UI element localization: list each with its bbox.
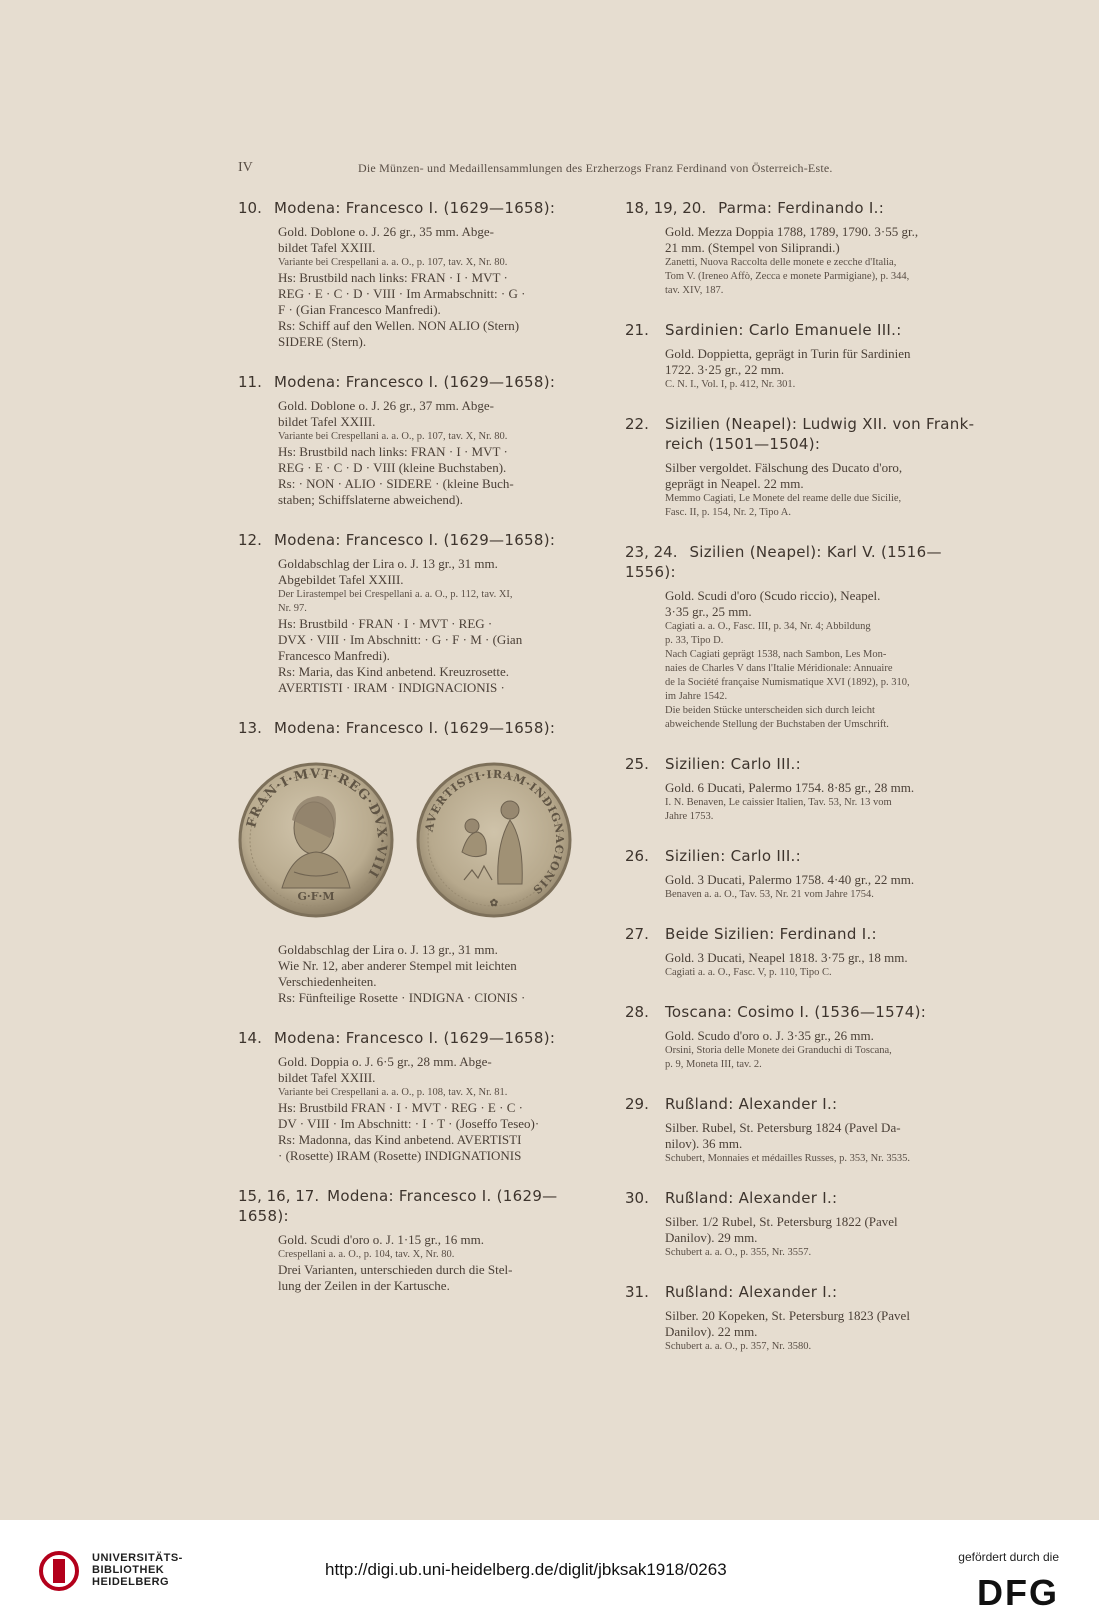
- entry-number: 23, 24.: [625, 543, 678, 561]
- entry-text: Silber. Rubel, St. Petersburg 1824 (Pavel Da-: [665, 1120, 901, 1135]
- entry-reference: Fasc. II, p. 154, Nr. 2, Tipo A.: [665, 507, 792, 518]
- catalog-entry-18-20: [625, 198, 992, 298]
- entry-reference: de la Société française Numismatique XVI (1892), p. 310,: [665, 677, 910, 688]
- coin-obverse-image: [236, 760, 396, 920]
- entry-heading: Sizilien: Carlo III.:: [665, 847, 801, 865]
- entry-heading: Toscana: Cosimo I. (1536—1574):: [665, 1003, 927, 1021]
- entry-text: Hs: Brustbild FRAN · I · MVT · REG · E · C ·: [278, 1100, 523, 1115]
- entry-number: 27.: [625, 925, 649, 943]
- entry-number: 14.: [238, 1029, 262, 1047]
- entry-heading: Sardinien: Carlo Emanuele III.:: [665, 321, 902, 339]
- catalog-entry-22: [625, 414, 992, 520]
- entry-text: lung der Zeilen in der Kartusche.: [278, 1278, 450, 1293]
- entry-reference: Der Lirastempel bei Crespellani a. a. O., p. 112, tav. XI,: [278, 589, 513, 600]
- reverse-legend: AVERTISTI·IRAM·INDIGNACIONIS: [422, 767, 567, 897]
- running-title: Die Münzen- und Medaillensammlungen des Erzherzogs Franz Ferdinand von Österreich-Este.: [358, 161, 833, 175]
- entry-reference: Crespellani a. a. O., p. 104, tav. X, Nr. 80.: [278, 1249, 455, 1260]
- entry-text: 21 mm. (Stempel von Siliprandi.): [665, 240, 840, 255]
- entry-heading: Modena: Francesco I. (1629—1658):: [274, 1029, 556, 1047]
- library-name: [92, 1552, 183, 1588]
- entry-reference: Cagiati a. a. O., Fasc. V, p. 110, Tipo C.: [665, 967, 832, 978]
- entry-text: Gold. Mezza Doppia 1788, 1789, 1790. 3·55 gr.,: [665, 224, 919, 239]
- entry-text: Hs: Brustbild · FRAN · I · MVT · REG ·: [278, 616, 493, 631]
- entry-text: Verschiedenheiten.: [278, 974, 377, 989]
- dfg-logo: DFG: [977, 1572, 1059, 1613]
- entry-title: [625, 754, 992, 774]
- catalog-entry-30: [625, 1188, 992, 1260]
- catalog-entry-25: [625, 754, 992, 824]
- entry-text: · (Rosette) IRAM (Rosette) INDIGNATIONIS: [278, 1148, 522, 1163]
- entry-reference: Variante bei Crespellani a. a. O., p. 107, tav. X, Nr. 80.: [278, 431, 508, 442]
- coin-reverse-image: [414, 760, 574, 920]
- obverse-legend: FRAN·I·MVT·REG·DVX·VIII: [244, 766, 390, 881]
- entry-text: 3·35 gr., 25 mm.: [665, 604, 752, 619]
- entry-reference: abweichende Stellung der Buchstaben der Umschrift.: [665, 719, 889, 730]
- entry-number: 13.: [238, 719, 262, 737]
- entry-text: Gold. 6 Ducati, Palermo 1754. 8·85 gr., 28 mm.: [665, 780, 915, 795]
- entry-title: [238, 1028, 608, 1048]
- entry-title: [238, 198, 608, 218]
- entry-reference: p. 33, Tipo D.: [665, 635, 724, 646]
- entry-title: [625, 1188, 992, 1208]
- entry-text: Goldabschlag der Lira o. J. 13 gr., 31 mm.: [278, 556, 498, 571]
- permalink-url[interactable]: http://digi.ub.uni-heidelberg.de/diglit/jbksak1918/0263: [325, 1560, 727, 1579]
- entry-title: [625, 1282, 992, 1302]
- entry-heading: reich (1501—1504):: [665, 435, 821, 453]
- entry-text: SIDERE (Stern).: [278, 334, 367, 349]
- entry-text: 1722. 3·25 gr., 22 mm.: [665, 362, 785, 377]
- entry-text: bildet Tafel XXIII.: [278, 414, 376, 429]
- catalog-entry-31: [625, 1282, 992, 1354]
- entry-reference: Schubert, Monnaies et médailles Russes, p. 353, Nr. 3535.: [665, 1153, 910, 1164]
- entry-text: staben; Schiffslaterne abweichend).: [278, 492, 463, 507]
- entry-text: AVERTISTI · IRAM · INDIGNACIONIS ·: [278, 680, 505, 695]
- entry-heading: Modena: Francesco I. (1629—1658):: [274, 531, 556, 549]
- entry-text: Rs: Madonna, das Kind anbetend. AVERTISTI: [278, 1132, 522, 1147]
- library-name-line: UNIVERSITÄTS-: [92, 1552, 183, 1564]
- catalog-entry-13: [238, 718, 608, 1006]
- entry-text: Goldabschlag der Lira o. J. 13 gr., 31 mm.: [278, 942, 498, 957]
- catalog-entry-28: [625, 1002, 992, 1072]
- entry-text: Rs: · NON · ALIO · SIDERE · (kleine Buch-: [278, 476, 514, 491]
- catalog-entry-27: [625, 924, 992, 980]
- entry-reference: Schubert a. a. O., p. 357, Nr. 3580.: [665, 1341, 812, 1352]
- entry-text: bildet Tafel XXIII.: [278, 240, 376, 255]
- entry-title: [625, 198, 992, 218]
- entry-title: [625, 542, 992, 582]
- entry-heading: Modena: Francesco I. (1629—1658):: [274, 373, 556, 391]
- entry-number: 10.: [238, 199, 262, 217]
- entry-text: Gold. Doppietta, geprägt in Turin für Sardinien: [665, 346, 911, 361]
- entry-reference: Benaven a. a. O., Tav. 53, Nr. 21 vom Jahre 1754.: [665, 889, 874, 900]
- catalog-entry-29: [625, 1094, 992, 1166]
- library-name-line: BIBLIOTHEK: [92, 1564, 165, 1576]
- entry-number: 21.: [625, 321, 649, 339]
- right-column: [625, 198, 992, 1376]
- entry-heading: Parma: Ferdinando I.:: [718, 199, 885, 217]
- entry-number: 26.: [625, 847, 649, 865]
- catalog-entry-12: [238, 530, 608, 696]
- entry-text: Danilov). 29 mm.: [665, 1230, 758, 1245]
- entry-text: DVX · VIII · Im Abschnitt: · G · F · M · (Gian: [278, 632, 523, 647]
- entry-text: REG · E · C · D · VIII (kleine Buchstaben).: [278, 460, 507, 475]
- entry-reference: Variante bei Crespellani a. a. O., p. 108, tav. X, Nr. 81.: [278, 1087, 508, 1098]
- entry-text: bildet Tafel XXIII.: [278, 1070, 376, 1085]
- entry-title: [625, 924, 992, 944]
- entry-heading: Sizilien (Neapel): Ludwig XII. von Frank-: [665, 415, 975, 433]
- entry-number: 29.: [625, 1095, 649, 1113]
- entry-reference: I. N. Benaven, Le caissier Italien, Tav. 53, Nr. 13 vom: [665, 797, 892, 808]
- entry-text: Rs: Schiff auf den Wellen. NON ALIO (Stern): [278, 318, 520, 333]
- catalog-entry-14: [238, 1028, 608, 1164]
- entry-text: Silber. 20 Kopeken, St. Petersburg 1823 (Pavel: [665, 1308, 910, 1323]
- entry-reference: Nach Cagiati geprägt 1538, nach Sambon, Les Mon-: [665, 649, 887, 660]
- catalog-entry-21: [625, 320, 992, 392]
- entry-heading: Modena: Francesco I. (1629—1658):: [274, 719, 556, 737]
- coin-illustration: [238, 746, 608, 926]
- entry-heading: Modena: Francesco I. (1629—1658):: [238, 1187, 558, 1225]
- entry-text: Abgebildet Tafel XXIII.: [278, 572, 404, 587]
- entry-reference: Jahre 1753.: [665, 811, 714, 822]
- reverse-exergue-mark: ✿: [489, 898, 499, 909]
- entry-heading: Modena: Francesco I. (1629—1658):: [274, 199, 556, 217]
- left-column: [238, 198, 608, 1316]
- entry-text: REG · E · C · D · VIII · Im Armabschnitt: · G ·: [278, 286, 526, 301]
- entry-reference: Memmo Cagiati, Le Monete del reame delle due Sicilie,: [665, 493, 902, 504]
- entry-reference: Schubert a. a. O., p. 355, Nr. 3557.: [665, 1247, 812, 1258]
- entry-reference: Orsini, Storia delle Monete dei Granduchi di Toscana,: [665, 1045, 892, 1056]
- entry-number: 31.: [625, 1283, 649, 1301]
- page-header: [238, 160, 870, 180]
- entry-title: [238, 530, 608, 550]
- entry-text: Gold. Scudi d'oro (Scudo riccio), Neapel.: [665, 588, 881, 603]
- entry-text: nilov). 36 mm.: [665, 1136, 743, 1151]
- entry-text: Wie Nr. 12, aber anderer Stempel mit leichten: [278, 958, 517, 973]
- entry-text: Francesco Manfredi).: [278, 648, 390, 663]
- entry-number: 11.: [238, 373, 262, 391]
- entry-reference: Zanetti, Nuova Raccolta delle monete e zecche d'Italia,: [665, 257, 897, 268]
- entry-text: Silber. 1/2 Rubel, St. Petersburg 1822 (Pavel: [665, 1214, 898, 1229]
- entry-heading: Beide Sizilien: Ferdinand I.:: [665, 925, 877, 943]
- entry-title: [625, 414, 992, 434]
- entry-reference: Tom V. (Ireneo Affò, Zecca e monete Parmigiane), p. 344,: [665, 271, 910, 282]
- entry-heading: Rußland: Alexander I.:: [665, 1189, 838, 1207]
- catalog-entry-26: [625, 846, 992, 902]
- entry-number: 22.: [625, 415, 649, 433]
- entry-title: [625, 846, 992, 866]
- funding-note: gefördert durch die: [958, 1550, 1059, 1564]
- entry-text: DV · VIII · Im Abschnitt: · I · T · (Joseffo Teseo)·: [278, 1116, 540, 1131]
- entry-text: F · (Gian Francesco Manfredi).: [278, 302, 441, 317]
- page-number: IV: [238, 160, 253, 175]
- entry-title: [238, 718, 608, 738]
- entry-reference: naies de Charles V dans l'Italie Méridionale: Annuaire: [665, 663, 893, 674]
- entry-title: [625, 1002, 992, 1022]
- entry-heading: Sizilien: Carlo III.:: [665, 755, 801, 773]
- ub-heidelberg-logo-icon: [38, 1550, 80, 1592]
- entry-number: 25.: [625, 755, 649, 773]
- entry-title: [238, 372, 608, 392]
- entry-reference: Variante bei Crespellani a. a. O., p. 107, tav. X, Nr. 80.: [278, 257, 508, 268]
- entry-title: [625, 320, 992, 340]
- entry-text: Gold. Scudi d'oro o. J. 1·15 gr., 16 mm.: [278, 1232, 485, 1247]
- entry-heading: Sizilien (Neapel): Karl V. (1516—1556):: [625, 543, 942, 581]
- entry-number: 28.: [625, 1003, 649, 1021]
- entry-number: 15, 16, 17.: [238, 1187, 320, 1205]
- entry-text: geprägt in Neapel. 22 mm.: [665, 476, 804, 491]
- entry-number: 18, 19, 20.: [625, 199, 707, 217]
- entry-text: Hs: Brustbild nach links: FRAN · I · MVT ·: [278, 444, 508, 459]
- entry-text: Gold. Scudo d'oro o. J. 3·35 gr., 26 mm.: [665, 1028, 874, 1043]
- catalog-entry-11: [238, 372, 608, 508]
- entry-heading: Rußland: Alexander I.:: [665, 1095, 838, 1113]
- entry-number: 12.: [238, 531, 262, 549]
- entry-reference: Cagiati a. a. O., Fasc. III, p. 34, Nr. 4; Abbildung: [665, 621, 871, 632]
- entry-heading: Rußland: Alexander I.:: [665, 1283, 838, 1301]
- entry-text: Silber vergoldet. Fälschung des Ducato d'oro,: [665, 460, 903, 475]
- digitization-footer: [0, 1520, 1099, 1615]
- entry-text: Rs: Fünfteilige Rosette · INDIGNA · CIONIS ·: [278, 990, 526, 1005]
- entry-reference: C. N. I., Vol. I, p. 412, Nr. 301.: [665, 379, 796, 390]
- entry-text: Danilov). 22 mm.: [665, 1324, 758, 1339]
- entry-text: Gold. 3 Ducati, Palermo 1758. 4·40 gr., 22 mm.: [665, 872, 915, 887]
- entry-title: [625, 1094, 992, 1114]
- catalog-entry-15-17: [238, 1186, 608, 1294]
- entry-reference: Die beiden Stücke unterscheiden sich durch leicht: [665, 705, 875, 716]
- entry-text: Gold. Doblone o. J. 26 gr., 35 mm. Abge-: [278, 224, 494, 239]
- entry-text: Gold. 3 Ducati, Neapel 1818. 3·75 gr., 18 mm.: [665, 950, 908, 965]
- entry-title: [238, 1186, 608, 1226]
- entry-text: Gold. Doblone o. J. 26 gr., 37 mm. Abge-: [278, 398, 494, 413]
- entry-title-continued: [625, 434, 992, 454]
- entry-number: 30.: [625, 1189, 649, 1207]
- entry-text: Gold. Doppia o. J. 6·5 gr., 28 mm. Abge-: [278, 1054, 492, 1069]
- entry-text: Drei Varianten, unterschieden durch die Stel-: [278, 1262, 513, 1277]
- obverse-exergue: G·F·M: [297, 890, 335, 903]
- entry-reference: Nr. 97.: [278, 603, 307, 614]
- catalog-entry-23-24: [625, 542, 992, 732]
- entry-reference: p. 9, Moneta III, tav. 2.: [665, 1059, 762, 1070]
- catalog-entry-10: [238, 198, 608, 350]
- library-name-line: HEIDELBERG: [92, 1576, 170, 1588]
- entry-reference: im Jahre 1542.: [665, 691, 728, 702]
- entry-text: Hs: Brustbild nach links: FRAN · I · MVT ·: [278, 270, 508, 285]
- entry-text: Rs: Maria, das Kind anbetend. Kreuzrosette.: [278, 664, 510, 679]
- entry-reference: tav. XIV, 187.: [665, 285, 724, 296]
